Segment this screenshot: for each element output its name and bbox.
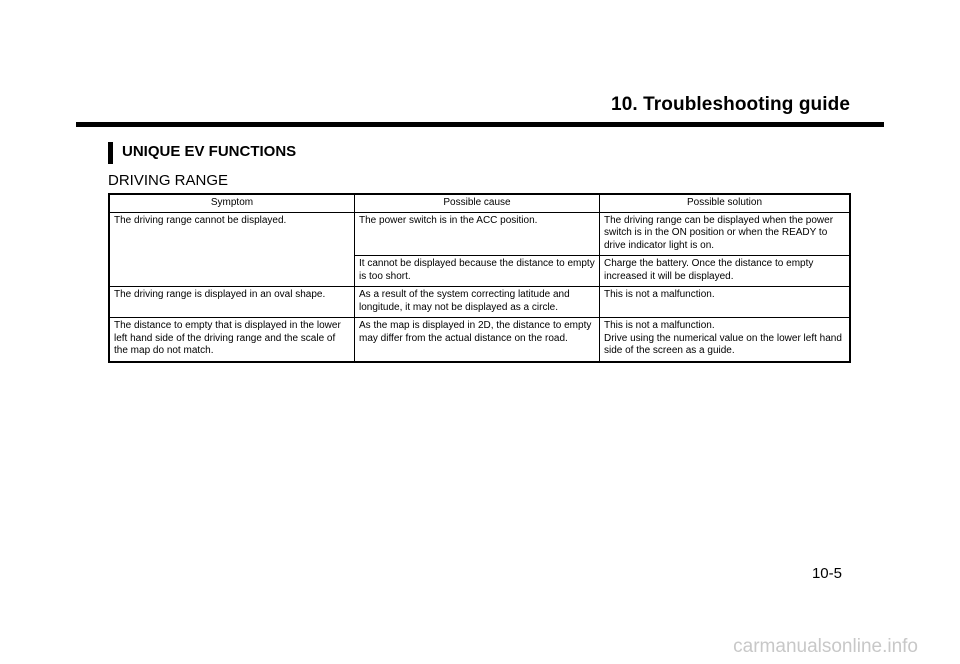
page-number: 10-5 [811,565,842,582]
cause-cell: As a result of the system correcting latitude and longitude, it may not be displayed as a circle. [355,287,600,318]
subsection-heading: DRIVING RANGE [108,172,229,189]
troubleshooting-table [108,193,851,363]
solution-cell: This is not a malfunction. [600,287,851,318]
solution-line: This is not a malfunction. [604,320,715,331]
section-marker-bar [108,142,113,164]
section-heading-text: UNIQUE EV FUNCTIONS [122,143,297,160]
cause-cell: It cannot be displayed because the distance to empty is too short. [355,256,600,287]
symptom-cell: The driving range cannot be displayed. [109,212,355,287]
chapter-title: 10. Troubleshooting guide [611,94,850,115]
cause-cell: As the map is displayed in 2D, the distance to empty may differ from the actual distance on the road. [355,318,600,362]
column-header-solution: Possible solution [600,194,851,212]
cause-cell: The power switch is in the ACC position. [355,212,600,256]
column-header-cause: Possible cause [355,194,600,212]
solution-line: Drive using the numerical value on the lower left hand side of the screen as a guide. [604,332,842,356]
column-header-symptom: Symptom [109,194,355,212]
table-row [109,287,850,318]
table-row [109,318,850,362]
watermark: carmanualsonline.info [733,636,918,657]
solution-cell [600,318,851,362]
solution-cell: The driving range can be displayed when the power switch is in the ON position or when the READY to drive indicator light is on. [600,212,851,256]
table-header-row [109,194,850,212]
solution-cell: Charge the battery. Once the distance to empty increased it will be displayed. [600,256,851,287]
chapter-divider [76,122,884,127]
table-row [109,212,850,256]
symptom-cell: The driving range is displayed in an oval shape. [109,287,355,318]
symptom-cell: The distance to empty that is displayed in the lower left hand side of the driving range and the scale of the map do not match. [109,318,355,362]
